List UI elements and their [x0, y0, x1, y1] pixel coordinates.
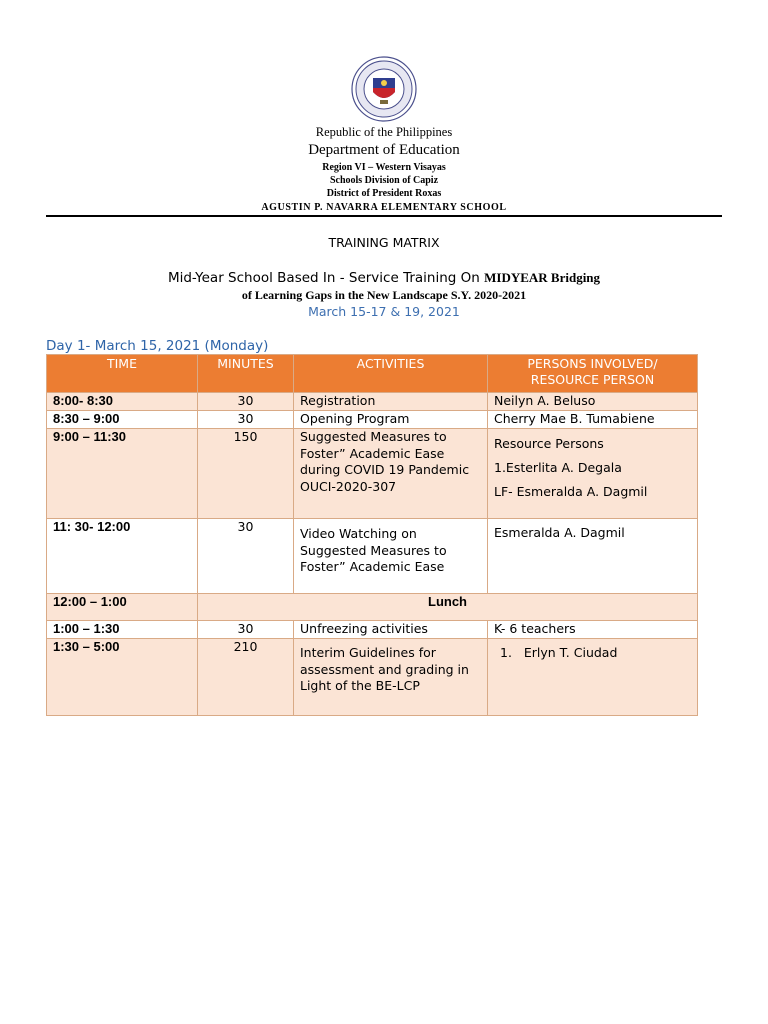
col-header-persons [488, 355, 698, 393]
cell-time: 12:00 – 1:00 [47, 594, 198, 621]
cell-minutes: 30 [198, 519, 294, 594]
cell-time: 1:00 – 1:30 [47, 621, 198, 639]
table-row [47, 429, 698, 519]
activity-text: Suggested Measures to Foster” Academic Ease during COVID 19 Pandemic OUCI-2020-307 [300, 429, 470, 494]
table-header-row [47, 355, 698, 393]
table-row [47, 621, 698, 639]
activity-text: Interim Guidelines for assessment and grading in Light of the BE-LCP [300, 645, 469, 693]
persons-line: LF- Esmeralda A. Dagmil [494, 484, 648, 499]
cell-activity: Registration [294, 393, 488, 411]
department-name: Department of Education [308, 142, 460, 158]
persons-header-line1: PERSONS INVOLVED/ [527, 356, 658, 371]
activity-text: Video Watching on Suggested Measures to Foster” Academic Ease [300, 526, 447, 574]
cell-persons: Cherry Mae B. Tumabiene [488, 411, 698, 429]
cell-activity: Unfreezing activities [294, 621, 488, 639]
persons-line: 1.Esterlita A. Degala [494, 460, 622, 475]
table-row-lunch [47, 594, 698, 621]
cell-time: 9:00 – 11:30 [47, 429, 198, 519]
cell-persons: 1. Erlyn T. Ciudad [488, 639, 698, 716]
persons-line: Resource Persons [494, 436, 604, 451]
cell-activity [294, 639, 488, 716]
cell-minutes: 30 [198, 411, 294, 429]
day-label: Day 1- March 15, 2021 (Monday) [46, 338, 269, 354]
cell-time: 11: 30- 12:00 [47, 519, 198, 594]
school-name: AGUSTIN P. NAVARRA ELEMENTARY SCHOOL [261, 202, 507, 213]
col-header-activities: ACTIVITIES [294, 355, 488, 393]
header-divider [46, 215, 722, 217]
cell-time: 8:30 – 9:00 [47, 411, 198, 429]
cell-minutes: 150 [198, 429, 294, 519]
table-row [47, 411, 698, 429]
cell-time: 8:00- 8:30 [47, 393, 198, 411]
training-subtitle-line2: of Learning Gaps in the New Landscape S.Y. 2020-2021 [241, 288, 527, 302]
table-row [47, 519, 698, 594]
cell-persons [488, 429, 698, 519]
cell-activity [294, 429, 488, 519]
cell-persons: K- 6 teachers [488, 621, 698, 639]
table-row [47, 639, 698, 716]
training-dates: March 15-17 & 19, 2021 [308, 304, 460, 319]
cell-minutes: 30 [198, 621, 294, 639]
cell-minutes: 30 [198, 393, 294, 411]
division-line: Schools Division of Capiz [329, 175, 439, 186]
republic-line: Republic of the Philippines [315, 125, 453, 139]
persons-header-line2: RESOURCE PERSON [530, 372, 655, 387]
cell-persons: Neilyn A. Beluso [488, 393, 698, 411]
cell-time: 1:30 – 5:00 [47, 639, 198, 716]
deped-seal-logo [351, 56, 417, 122]
training-subtitle [0, 270, 768, 286]
training-matrix-table [46, 354, 698, 716]
district-line: District of President Roxas [326, 188, 442, 199]
subtitle-part1: Mid-Year School Based In - Service Training On [167, 270, 485, 286]
cell-persons: Esmeralda A. Dagmil [488, 519, 698, 594]
subtitle-part2: MIDYEAR Bridging [484, 270, 601, 285]
cell-lunch: Lunch [198, 594, 698, 621]
cell-minutes: 210 [198, 639, 294, 716]
region-line: Region VI – Western Visayas [322, 162, 446, 173]
cell-activity [294, 519, 488, 594]
col-header-minutes: MINUTES [198, 355, 294, 393]
table-row [47, 393, 698, 411]
document-title: TRAINING MATRIX [328, 235, 440, 250]
cell-activity: Opening Program [294, 411, 488, 429]
col-header-time: TIME [47, 355, 198, 393]
